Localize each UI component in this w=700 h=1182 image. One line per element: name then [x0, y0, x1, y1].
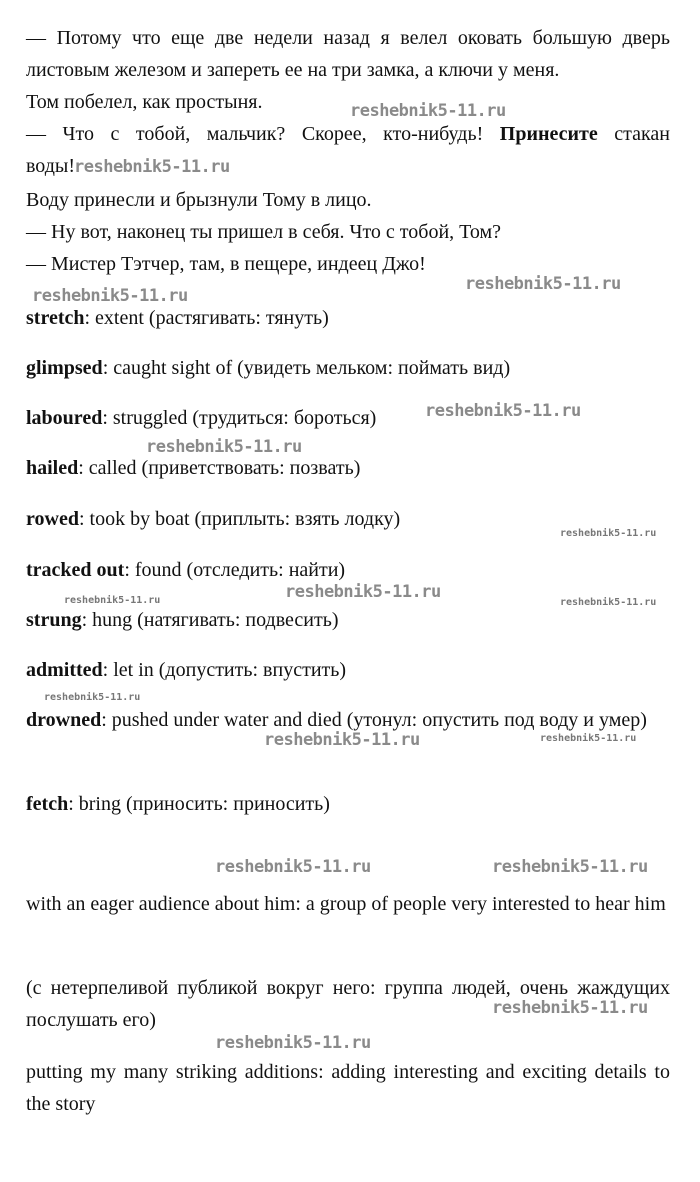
story-line-2: листовым железом и запереть ее на три замка, а ключи у меня.	[26, 59, 560, 81]
vocab-definition: : hung (натягивать: подвесить)	[81, 609, 339, 631]
vocab-item-glimpsed	[26, 352, 670, 384]
vocab-term: laboured	[26, 407, 103, 429]
vocab-definition: : let in (допустить: впустить)	[102, 659, 347, 681]
vocab-item-fetch	[26, 788, 670, 820]
phrase-eager-audience: with an eager audience about him: a group of people very interested to hear him	[26, 893, 666, 915]
watermark: reshebnik5-11.ru	[215, 857, 371, 877]
vocab-term: drowned	[26, 709, 102, 731]
vocab-definition: : struggled (трудиться: бороться)	[102, 407, 377, 429]
watermark: reshebnik5-11.ru	[492, 857, 648, 877]
watermark: reshebnik5-11.ru	[146, 437, 302, 457]
story-line-7: — Ну вот, наконец ты пришел в себя. Что с тобой, Том?	[26, 221, 502, 243]
story-line-4-bold: Принесите	[499, 123, 598, 145]
story-line-4	[26, 118, 670, 150]
story-line-6: Воду принесли и брызнули Тому в лицо.	[26, 189, 372, 211]
story-line-1: — Потому что еще две недели назад я велел оковать большую дверь	[26, 27, 670, 49]
vocab-definition: : took by boat (приплыть: взять лодку)	[78, 508, 401, 530]
watermark: reshebnik5-11.ru	[285, 582, 441, 602]
watermark: reshebnik5-11.ru	[74, 157, 230, 177]
vocab-term: hailed	[26, 457, 79, 479]
watermark: reshebnik5-11.ru	[32, 286, 188, 306]
vocab-item-admitted	[26, 654, 670, 686]
watermark: reshebnik5-11.ru	[64, 595, 161, 606]
story-line-8: — Мистер Тэтчер, там, в пещере, индеец Джо!	[26, 253, 426, 275]
vocab-term: tracked out	[26, 559, 125, 581]
watermark: reshebnik5-11.ru	[540, 733, 637, 744]
watermark: reshebnik5-11.ru	[215, 1033, 371, 1053]
story-line-4-end: стакан	[614, 123, 671, 145]
vocab-term: fetch	[26, 793, 69, 815]
watermark: reshebnik5-11.ru	[492, 998, 648, 1018]
story-line-4-start: — Что с тобой, мальчик? Скорее, кто-нибудь!	[26, 123, 484, 145]
vocab-definition: : called (приветствовать: позвать)	[78, 457, 361, 479]
vocab-term: stretch	[26, 307, 85, 329]
vocab-item-stretch	[26, 302, 670, 334]
watermark: reshebnik5-11.ru	[350, 101, 506, 121]
vocab-definition: : found (отследить: найти)	[124, 559, 346, 581]
watermark: reshebnik5-11.ru	[44, 692, 141, 703]
vocab-definition: : pushed under water and died (утонул: опустить под воду и умер)	[101, 709, 647, 731]
vocab-item-strung	[26, 604, 670, 636]
vocab-definition: : extent (растягивать: тянуть)	[84, 307, 329, 329]
watermark: reshebnik5-11.ru	[560, 528, 657, 539]
vocab-term: strung	[26, 609, 82, 631]
vocab-item-hailed	[26, 452, 670, 484]
vocab-definition: : bring (приносить: приносить)	[68, 793, 330, 815]
watermark: reshebnik5-11.ru	[560, 597, 657, 608]
story-line-3: Том побелел, как простыня.	[26, 91, 263, 113]
phrase-striking-additions: putting my many striking additions: adding interesting and exciting details to the story	[26, 1061, 670, 1115]
watermark: reshebnik5-11.ru	[264, 730, 420, 750]
vocab-definition: : caught sight of (увидеть мельком: поймать вид)	[102, 357, 511, 379]
watermark: reshebnik5-11.ru	[465, 274, 621, 294]
vocab-term: glimpsed	[26, 357, 103, 379]
watermark: reshebnik5-11.ru	[425, 401, 581, 421]
vocab-term: rowed	[26, 508, 79, 530]
story-line-5: воды!	[26, 155, 76, 177]
vocab-term: admitted	[26, 659, 103, 681]
phrase-eager-audience-translation: (с нетерпеливой публикой вокруг него: группа людей, очень жаждущих послушать его)	[26, 977, 670, 1031]
